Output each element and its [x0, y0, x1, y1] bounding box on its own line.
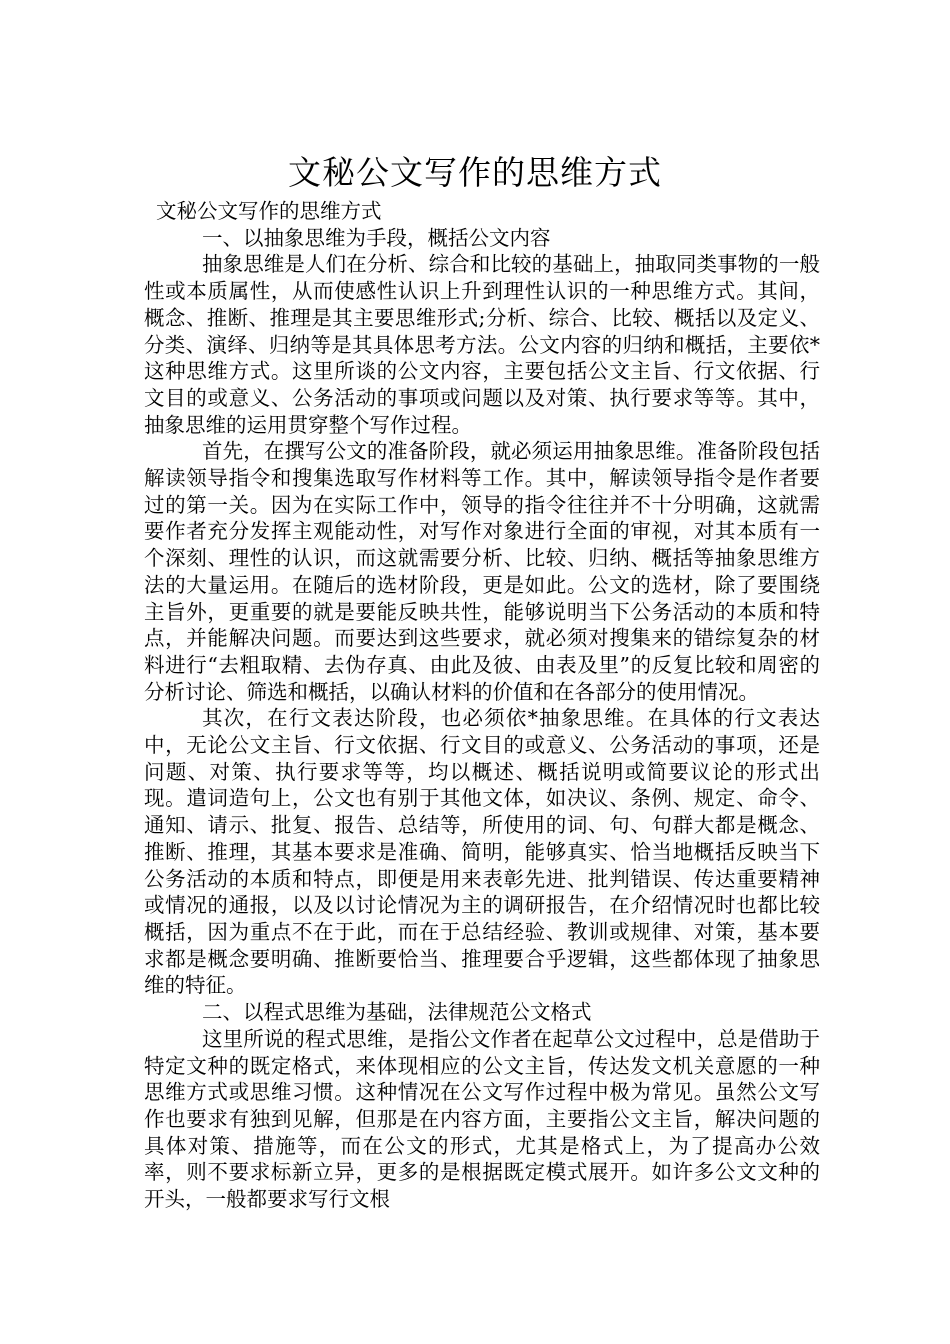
section-heading-1: 一、以抽象思维为手段，概括公文内容	[202, 225, 551, 250]
paragraph-3: 其次，在行文表达阶段，也必须依*抽象思维。在具体的行文表达中，无论公文主旨、行文依据、行文目的或意义、公务活动的事项，还是问题、对策、执行要求等等，均以概述、概括说明或简要议论的形式出现。遣词造句上，公文也有别于其他文体，如决议、条例、规定、命令、通知、请示、批复、报告、总结等，所使用的词、句、句群大都是概念、推断、推理，其基本要求是准确、简明，能够真实、恰当地概括反映当下公务活动的本质和特点，即便是用来表彰先进、批判错误、传达重要精神或情况的通报，以及以讨论情况为主的调研报告，在介绍情况时也都比较概括，因为重点不在于此，而在于总结经验、教训或规律、对策，基本要求都是概念要明确、推断要恰当、推理要合乎逻辑，这些都体现了抽象思维的特征。	[144, 706, 820, 998]
section-heading-2: 二、以程式思维为基础，法律规范公文格式	[202, 1000, 592, 1025]
paragraph-1: 抽象思维是人们在分析、综合和比较的基础上，抽取同类事物的一般性或本质属性，从而使感性认识上升到理性认识的一种思维方式。其间，概念、推断、推理是其主要思维形式;分析、综合、比较、概括以及定义、分类、演绎、归纳等是其具体思考方法。公文内容的归纳和概括，主要依*这种思维方式。这里所谈的公文内容，主要包括公文主旨、行文依据、行文目的或意义、公务活动的事项或问题以及对策、执行要求等等。其中，抽象思维的运用贯穿整个写作过程。	[144, 252, 820, 437]
paragraph-2: 首先，在撰写公文的准备阶段，就必须运用抽象思维。准备阶段包括解读领导指令和搜集选取写作材料等工作。其中，解读领导指令是作者要过的第一关。因为在实际工作中，领导的指令往往并不十分明确，这就需要作者充分发挥主观能动性，对写作对象进行全面的审视，对其本质有一个深刻、理性的认识，而这就需要分析、比较、归纳、概括等抽象思维方法的大量运用。在随后的选材阶段，更是如此。公文的选材，除了要围绕主旨外，更重要的就是要能反映共性，能够说明当下公务活动的本质和特点，并能解决问题。而要达到这些要求，就必须对搜集来的错综复杂的材料进行“去粗取精、去伪存真、由此及彼、由表及里”的反复比较和周密的分析讨论、筛选和概括，以确认材料的价值和在各部分的使用情况。	[144, 439, 820, 704]
paragraph-4: 这里所说的程式思维，是指公文作者在起草公文过程中，总是借助于特定文种的既定格式，来体现相应的公文主旨，传达发文机关意愿的一种思维方式或思维习惯。这种情况在公文写作过程中极为常见。虽然公文写作也要求有独到见解，但那是在内容方面，主要指公文主旨，解决问题的具体对策、措施等，而在公文的形式，尤其是格式上，为了提高办公效率，则不要求标新立异，更多的是根据既定模式展开。如许多公文文种的开头，一般都要求写行文根	[144, 1026, 820, 1212]
document-title: 文秘公文写作的思维方式	[288, 153, 662, 193]
document-body	[144, 198, 820, 1213]
document-subtitle: 文秘公文写作的思维方式	[156, 199, 382, 223]
